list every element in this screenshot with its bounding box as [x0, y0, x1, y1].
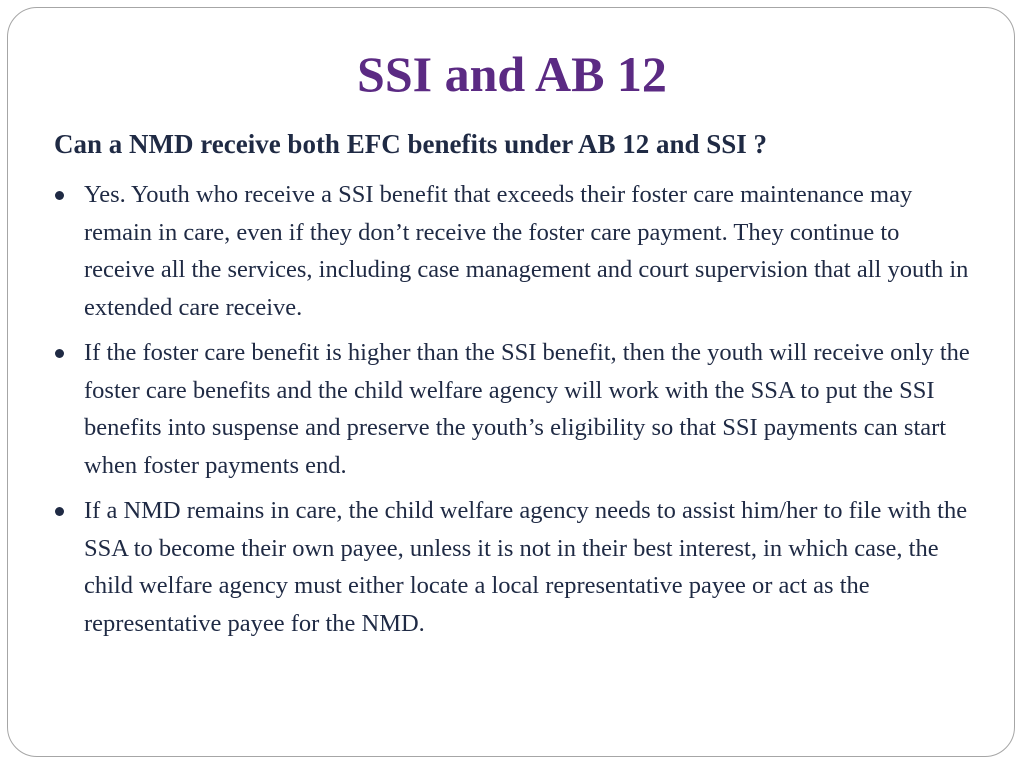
bullet-item: [84, 492, 974, 642]
bullet-text: Yes. Youth who receive a SSI benefit that exceeds their foster care maintenance may remain in care, even if they don’t receive the foster care payment. They continue to receive all the services, including case management and court supervision that all youth in extended care receive.: [84, 181, 969, 321]
bullet-item: [84, 334, 974, 484]
bullet-text: If the foster care benefit is higher than the SSI benefit, then the youth will receive only the foster care benefits and the child welfare agency will work with the SSA to put the SSI benefits into suspense and preserve the youth’s eligibility so that SSI payments can start when foster payments end.: [84, 339, 970, 479]
slide-subheading: Can a NMD receive both EFC benefits under AB 12 and SSI ?: [54, 129, 768, 159]
slide-title: SSI and AB 12: [357, 46, 667, 102]
bullet-item: [84, 176, 974, 326]
bullet-dot-icon: [55, 191, 64, 200]
bullet-list: [84, 176, 974, 650]
bullet-dot-icon: [55, 507, 64, 516]
bullet-text: If a NMD remains in care, the child welfare agency needs to assist him/her to file with the SSA to become their own payee, unless it is not in their best interest, in which case, the child welfare agency must either locate a local representative payee or act as the representative payee for the NMD.: [84, 497, 968, 637]
bullet-dot-icon: [55, 349, 64, 358]
